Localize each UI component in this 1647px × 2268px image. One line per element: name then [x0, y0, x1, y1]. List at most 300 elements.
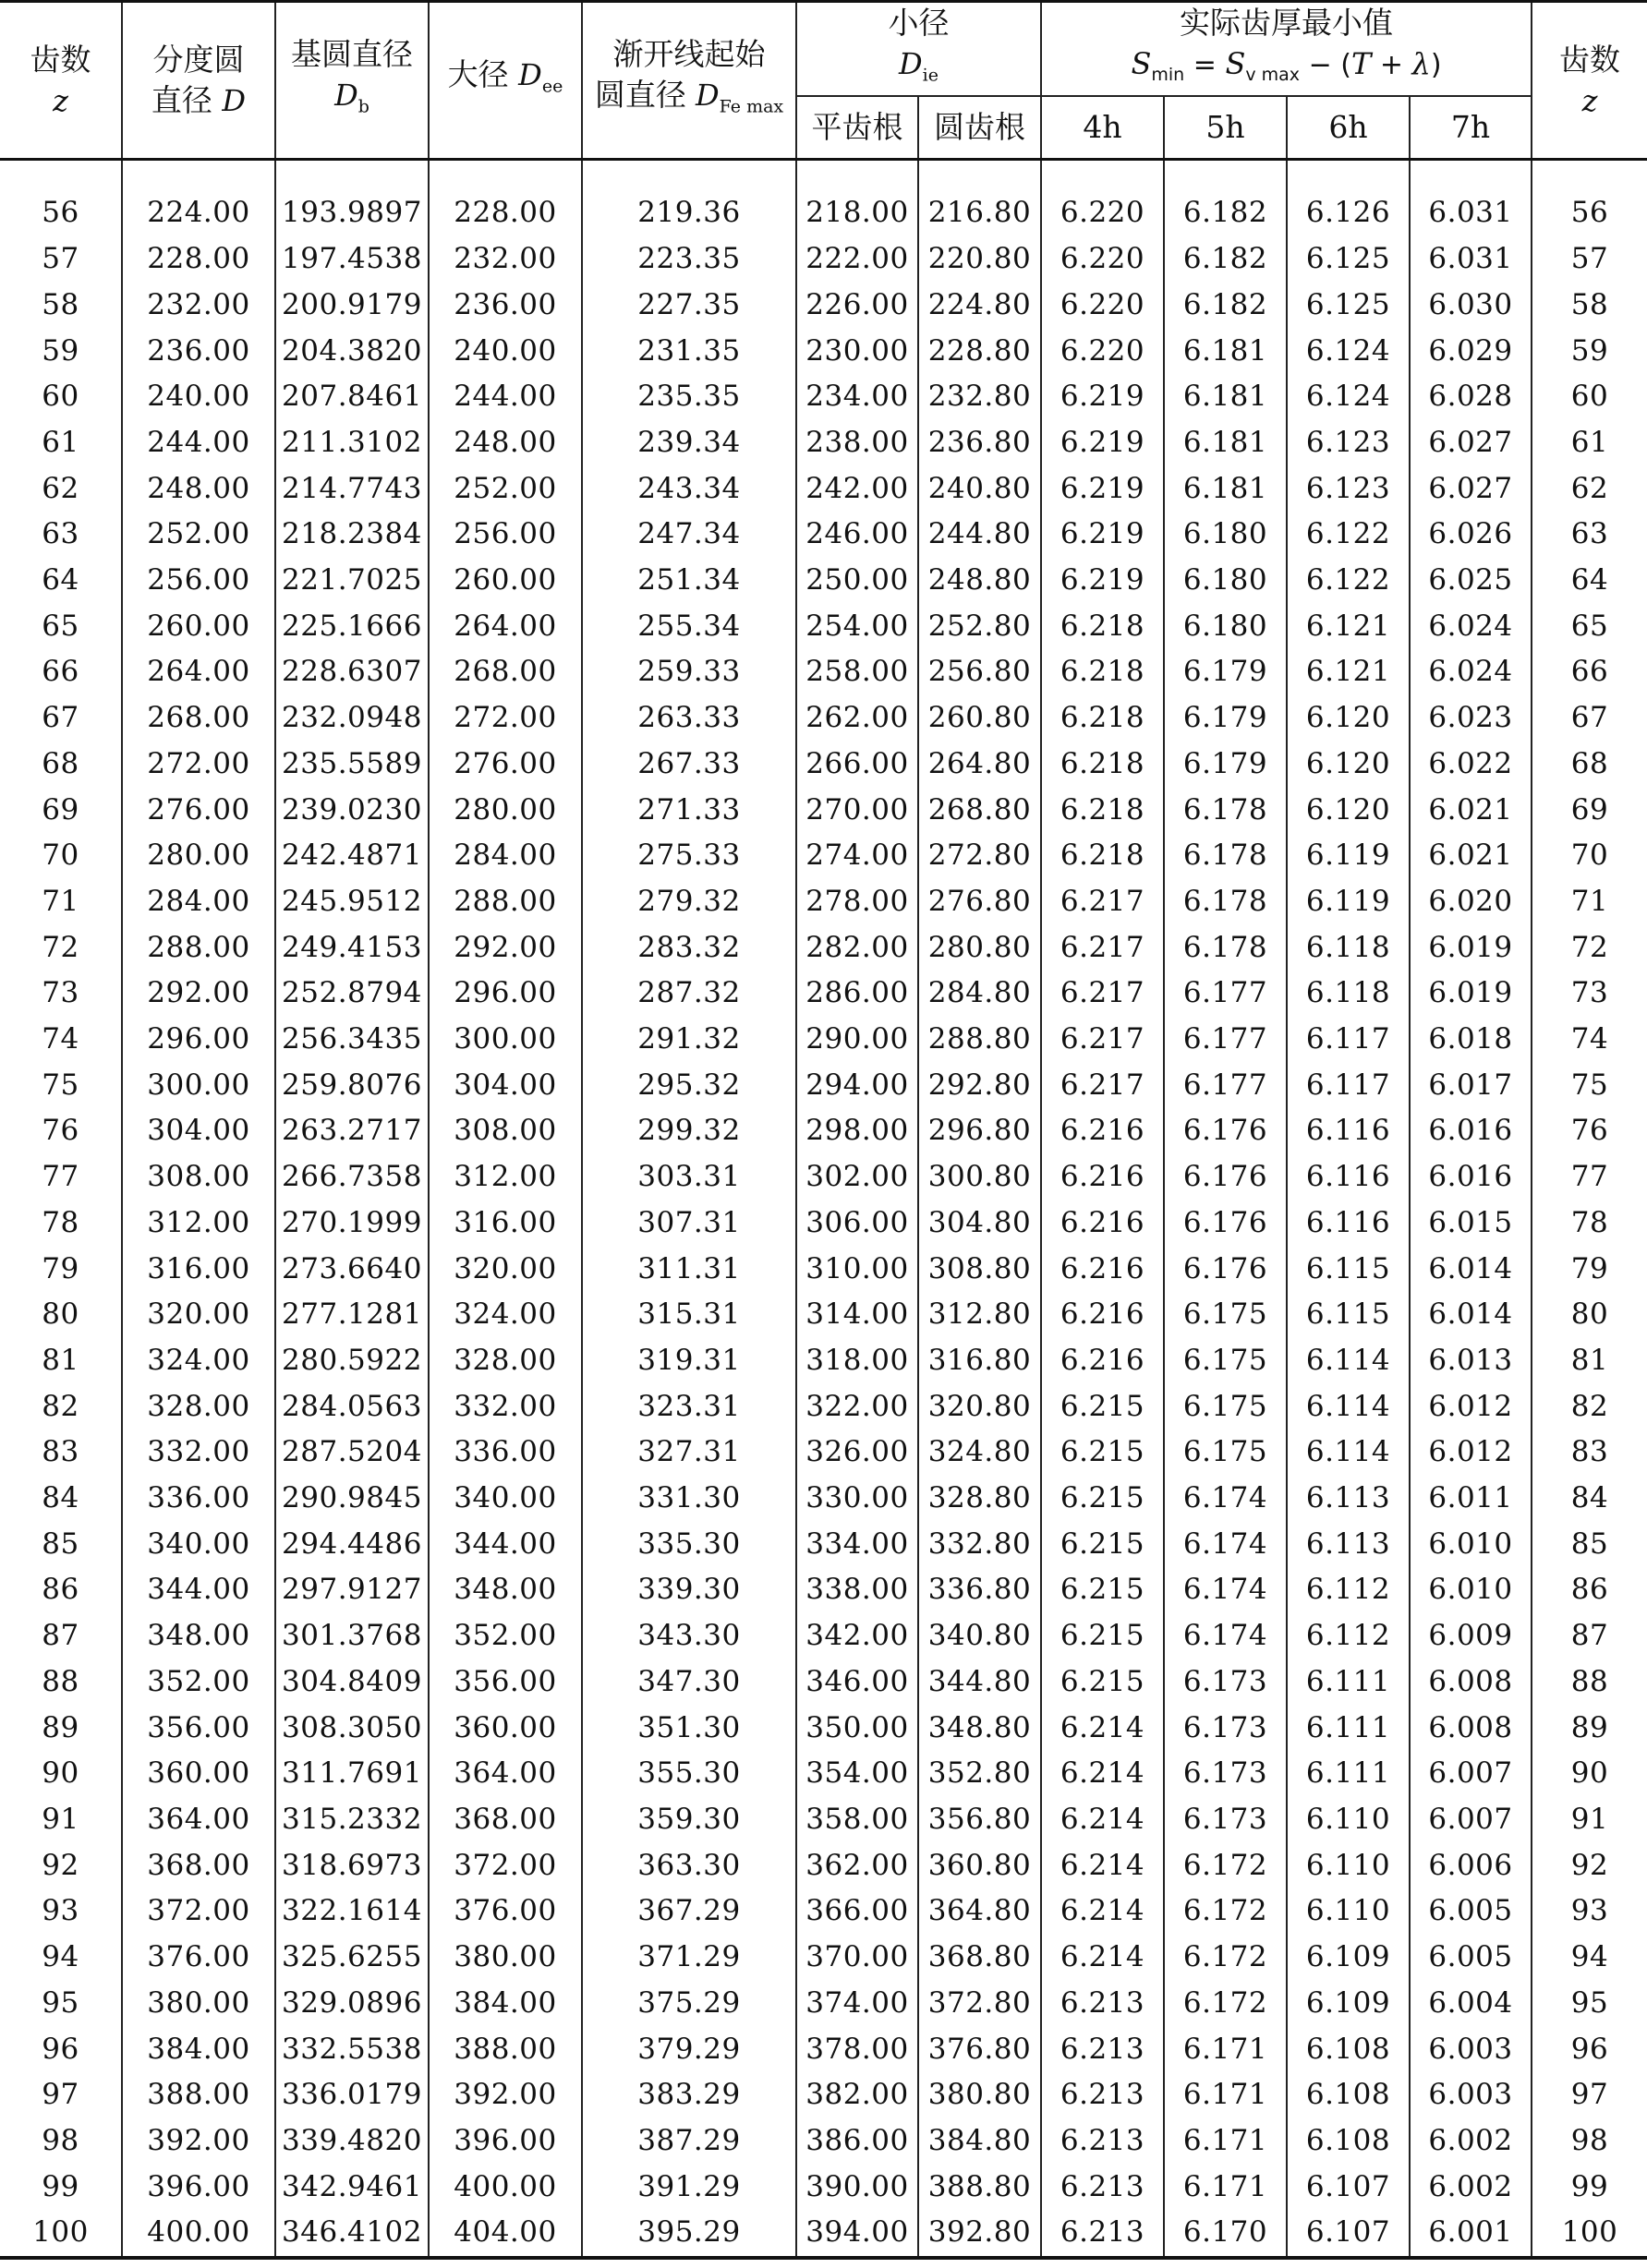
cell-pitch-diameter: 236.00 — [122, 329, 275, 375]
cell-thickness-6h: 6.111 — [1287, 1706, 1410, 1752]
cell-base-diameter: 249.4153 — [275, 925, 429, 971]
header-base-diameter-symbol-line — [276, 75, 428, 127]
cell-minor-diameter-fillet: 392.80 — [918, 2210, 1041, 2258]
cell-minor-diameter-flat: 334.00 — [796, 1522, 918, 1568]
cell-major-diameter: 248.00 — [429, 420, 582, 466]
cell-thickness-7h: 6.017 — [1410, 1063, 1532, 1109]
cell-form-circle-diameter: 259.33 — [582, 649, 796, 695]
cell-thickness-7h: 6.031 — [1410, 236, 1532, 283]
cell-minor-diameter-fillet: 312.80 — [918, 1292, 1041, 1338]
cell-thickness-7h: 6.011 — [1410, 1476, 1532, 1522]
cell-thickness-7h: 6.029 — [1410, 329, 1532, 375]
cell-minor-diameter-fillet: 296.80 — [918, 1108, 1041, 1154]
cell-form-circle-diameter: 315.31 — [582, 1292, 796, 1338]
cell-major-diameter: 320.00 — [429, 1247, 582, 1293]
cell-base-diameter: 228.6307 — [275, 649, 429, 695]
cell-thickness-4h: 6.218 — [1041, 695, 1164, 742]
header-base-diameter-symbol — [334, 78, 369, 117]
cell-tooth-count-right: 79 — [1532, 1247, 1647, 1293]
header-form-circle-label: 圆直径 — [594, 77, 686, 113]
cell-minor-diameter-flat: 218.00 — [796, 190, 918, 236]
table-header — [0, 2, 1647, 160]
cell-base-diameter: 193.9897 — [275, 190, 429, 236]
cell-minor-diameter-flat: 258.00 — [796, 649, 918, 695]
cell-thickness-4h: 6.219 — [1041, 374, 1164, 420]
cell-thickness-7h: 6.002 — [1410, 2165, 1532, 2211]
spacer-cell — [0, 160, 122, 191]
cell-pitch-diameter: 380.00 — [122, 1981, 275, 2027]
cell-thickness-6h: 6.114 — [1287, 1338, 1410, 1384]
formula-s-min: S — [1131, 46, 1152, 82]
cell-minor-diameter-flat: 226.00 — [796, 283, 918, 329]
cell-thickness-5h: 6.180 — [1164, 512, 1287, 558]
table-row — [0, 512, 1647, 558]
table-row — [0, 1430, 1647, 1476]
cell-major-diameter: 392.00 — [429, 2072, 582, 2118]
cell-minor-diameter-flat: 250.00 — [796, 558, 918, 604]
cell-tooth-count-right: 65 — [1532, 604, 1647, 650]
cell-thickness-4h: 6.220 — [1041, 329, 1164, 375]
cell-major-diameter: 388.00 — [429, 2027, 582, 2073]
cell-thickness-5h: 6.176 — [1164, 1154, 1287, 1200]
cell-form-circle-diameter: 283.32 — [582, 925, 796, 971]
cell-tooth-count-right: 77 — [1532, 1154, 1647, 1200]
cell-minor-diameter-fillet: 228.80 — [918, 329, 1041, 375]
cell-minor-diameter-flat: 326.00 — [796, 1430, 918, 1476]
cell-pitch-diameter: 328.00 — [122, 1384, 275, 1430]
cell-minor-diameter-fillet: 288.80 — [918, 1017, 1041, 1063]
cell-thickness-4h: 6.213 — [1041, 2027, 1164, 2073]
cell-thickness-7h: 6.010 — [1410, 1522, 1532, 1568]
cell-pitch-diameter: 320.00 — [122, 1292, 275, 1338]
cell-thickness-6h: 6.113 — [1287, 1476, 1410, 1522]
header-flat-root: 平齿根 — [796, 96, 918, 160]
cell-form-circle-diameter: 239.34 — [582, 420, 796, 466]
cell-thickness-6h: 6.110 — [1287, 1843, 1410, 1889]
header-form-circle-symbol-letter: D — [696, 78, 720, 113]
cell-base-diameter: 304.8409 — [275, 1659, 429, 1706]
cell-tooth-count-right: 75 — [1532, 1063, 1647, 1109]
cell-major-diameter: 352.00 — [429, 1613, 582, 1659]
table-row — [0, 1706, 1647, 1752]
cell-form-circle-diameter: 395.29 — [582, 2210, 796, 2258]
cell-major-diameter: 304.00 — [429, 1063, 582, 1109]
table-row — [0, 283, 1647, 329]
cell-tooth-count-right: 63 — [1532, 512, 1647, 558]
cell-thickness-6h: 6.108 — [1287, 2118, 1410, 2165]
table-row — [0, 1981, 1647, 2027]
cell-tooth-count: 71 — [42, 884, 79, 918]
cell-thickness-6h: 6.112 — [1287, 1613, 1410, 1659]
cell-minor-diameter-flat: 330.00 — [796, 1476, 918, 1522]
cell-thickness-7h: 6.007 — [1410, 1797, 1532, 1843]
cell-form-circle-diameter: 263.33 — [582, 695, 796, 742]
cell-thickness-5h: 6.175 — [1164, 1430, 1287, 1476]
cell-thickness-7h: 6.023 — [1410, 695, 1532, 742]
header-major-diameter-symbol-letter: D — [518, 57, 542, 92]
cell-form-circle-diameter: 339.30 — [582, 1567, 796, 1613]
cell-thickness-6h: 6.116 — [1287, 1108, 1410, 1154]
cell-pitch-diameter: 372.00 — [122, 1888, 275, 1935]
cell-thickness-7h: 6.012 — [1410, 1430, 1532, 1476]
cell-pitch-diameter: 300.00 — [122, 1063, 275, 1109]
cell-thickness-5h: 6.179 — [1164, 742, 1287, 788]
cell-base-diameter: 242.4871 — [275, 833, 429, 879]
header-minor-diameter-symbol-letter: D — [899, 46, 923, 81]
cell-thickness-7h: 6.018 — [1410, 1017, 1532, 1063]
cell-major-diameter: 400.00 — [429, 2165, 582, 2211]
table-row — [0, 1935, 1647, 1981]
cell-thickness-7h: 6.024 — [1410, 649, 1532, 695]
cell-minor-diameter-fillet: 352.80 — [918, 1751, 1041, 1797]
cell-thickness-5h: 6.174 — [1164, 1476, 1287, 1522]
cell-thickness-4h: 6.220 — [1041, 236, 1164, 283]
cell-tooth-count: 63 — [42, 517, 79, 551]
table-row — [0, 190, 1647, 236]
cell-thickness-5h: 6.171 — [1164, 2118, 1287, 2165]
cell-major-diameter: 380.00 — [429, 1935, 582, 1981]
cell-form-circle-diameter: 383.29 — [582, 2072, 796, 2118]
cell-minor-diameter-flat: 354.00 — [796, 1751, 918, 1797]
cell-base-diameter: 277.1281 — [275, 1292, 429, 1338]
cell-minor-diameter-flat: 278.00 — [796, 879, 918, 925]
cell-minor-diameter-flat: 242.00 — [796, 466, 918, 513]
cell-thickness-4h: 6.214 — [1041, 1888, 1164, 1935]
cell-minor-diameter-flat: 322.00 — [796, 1384, 918, 1430]
cell-base-diameter: 284.0563 — [275, 1384, 429, 1430]
cell-base-diameter: 207.8461 — [275, 374, 429, 420]
cell-pitch-diameter: 280.00 — [122, 833, 275, 879]
cell-minor-diameter-flat: 374.00 — [796, 1981, 918, 2027]
cell-tooth-count: 67 — [42, 701, 79, 735]
cell-tooth-count-right: 92 — [1532, 1843, 1647, 1889]
cell-tooth-count: 95 — [42, 1985, 79, 2020]
cell-form-circle-diameter: 319.31 — [582, 1338, 796, 1384]
cell-minor-diameter-flat: 314.00 — [796, 1292, 918, 1338]
cell-form-circle-diameter: 379.29 — [582, 2027, 796, 2073]
header-tooth-count-symbol: z — [53, 83, 68, 119]
cell-base-diameter: 297.9127 — [275, 1567, 429, 1613]
cell-base-diameter: 273.6640 — [275, 1247, 429, 1293]
cell-tooth-count-right: 62 — [1532, 466, 1647, 513]
cell-thickness-7h: 6.031 — [1410, 190, 1532, 236]
cell-minor-diameter-fillet: 304.80 — [918, 1200, 1041, 1247]
table-row — [0, 604, 1647, 650]
table-row — [0, 925, 1647, 971]
cell-tooth-count: 60 — [42, 380, 79, 414]
cell-tooth-count-right: 78 — [1532, 1200, 1647, 1247]
cell-thickness-6h: 6.112 — [1287, 1567, 1410, 1613]
cell-thickness-6h: 6.119 — [1287, 879, 1410, 925]
cell-thickness-6h: 6.125 — [1287, 236, 1410, 283]
cell-form-circle-diameter: 331.30 — [582, 1476, 796, 1522]
cell-major-diameter: 308.00 — [429, 1108, 582, 1154]
table-row — [0, 1247, 1647, 1293]
cell-form-circle-diameter: 243.34 — [582, 466, 796, 513]
table-row — [0, 1751, 1647, 1797]
cell-thickness-7h: 6.021 — [1410, 833, 1532, 879]
cell-tooth-count-right: 64 — [1532, 558, 1647, 604]
cell-base-diameter: 245.9512 — [275, 879, 429, 925]
cell-thickness-6h: 6.123 — [1287, 420, 1410, 466]
cell-thickness-7h: 6.028 — [1410, 374, 1532, 420]
cell-thickness-4h: 6.213 — [1041, 2210, 1164, 2258]
cell-form-circle-diameter: 311.31 — [582, 1247, 796, 1293]
cell-thickness-6h: 6.109 — [1287, 1935, 1410, 1981]
cell-tooth-count: 85 — [42, 1526, 79, 1561]
cell-tooth-count-right: 95 — [1532, 1981, 1647, 2027]
cell-minor-diameter-flat: 338.00 — [796, 1567, 918, 1613]
cell-base-diameter: 211.3102 — [275, 420, 429, 466]
cell-tooth-count-right: 84 — [1532, 1476, 1647, 1522]
cell-thickness-5h: 6.175 — [1164, 1338, 1287, 1384]
cell-pitch-diameter: 260.00 — [122, 604, 275, 650]
cell-pitch-diameter: 264.00 — [122, 649, 275, 695]
cell-tooth-count: 100 — [0, 2210, 122, 2258]
cell-minor-diameter-fillet: 252.80 — [918, 604, 1041, 650]
header-pitch-diameter-line2 — [123, 80, 274, 121]
cell-thickness-6h: 6.107 — [1287, 2210, 1410, 2258]
cell-form-circle-diameter: 387.29 — [582, 2118, 796, 2165]
cell-thickness-6h: 6.115 — [1287, 1247, 1410, 1293]
cell-tooth-count-right: 72 — [1532, 925, 1647, 971]
cell-thickness-5h: 6.173 — [1164, 1797, 1287, 1843]
cell-thickness-4h: 6.218 — [1041, 788, 1164, 834]
table-row — [0, 649, 1647, 695]
cell-minor-diameter-flat: 346.00 — [796, 1659, 918, 1706]
cell-form-circle-diameter: 343.30 — [582, 1613, 796, 1659]
cell-thickness-5h: 6.181 — [1164, 329, 1287, 375]
cell-tooth-count: 93 — [42, 1894, 79, 1928]
cell-thickness-4h: 6.219 — [1041, 558, 1164, 604]
cell-thickness-5h: 6.178 — [1164, 925, 1287, 971]
cell-minor-diameter-flat: 362.00 — [796, 1843, 918, 1889]
cell-major-diameter: 276.00 — [429, 742, 582, 788]
cell-tooth-count-right: 98 — [1532, 2118, 1647, 2165]
cell-minor-diameter-fillet: 380.80 — [918, 2072, 1041, 2118]
cell-tooth-count-right: 91 — [1532, 1797, 1647, 1843]
cell-base-diameter: 197.4538 — [275, 236, 429, 283]
cell-tooth-count-right: 61 — [1532, 420, 1647, 466]
cell-thickness-4h: 6.215 — [1041, 1659, 1164, 1706]
cell-tooth-count: 72 — [42, 930, 79, 964]
cell-pitch-diameter: 344.00 — [122, 1567, 275, 1613]
header-minor-diameter-symbol — [797, 43, 1040, 95]
cell-tooth-count: 92 — [42, 1848, 79, 1882]
cell-thickness-5h: 6.180 — [1164, 558, 1287, 604]
cell-minor-diameter-fillet: 340.80 — [918, 1613, 1041, 1659]
cell-minor-diameter-fillet: 260.80 — [918, 695, 1041, 742]
cell-major-diameter: 292.00 — [429, 925, 582, 971]
cell-base-diameter: 308.3050 — [275, 1706, 429, 1752]
cell-tooth-count: 78 — [42, 1205, 79, 1239]
cell-minor-diameter-fillet: 276.80 — [918, 879, 1041, 925]
table-row — [0, 1476, 1647, 1522]
cell-thickness-7h: 6.025 — [1410, 558, 1532, 604]
cell-thickness-6h: 6.110 — [1287, 1888, 1410, 1935]
cell-base-diameter: 221.7025 — [275, 558, 429, 604]
cell-pitch-diameter: 272.00 — [122, 742, 275, 788]
table-row — [0, 1154, 1647, 1200]
cell-pitch-diameter: 224.00 — [122, 190, 275, 236]
cell-pitch-diameter: 332.00 — [122, 1430, 275, 1476]
header-form-circle-subscript: Fe max — [719, 96, 784, 117]
cell-tooth-count: 74 — [42, 1022, 79, 1056]
cell-minor-diameter-flat: 390.00 — [796, 2165, 918, 2211]
cell-form-circle-diameter: 291.32 — [582, 1017, 796, 1063]
cell-thickness-5h: 6.173 — [1164, 1751, 1287, 1797]
cell-thickness-6h: 6.114 — [1287, 1384, 1410, 1430]
cell-thickness-6h: 6.107 — [1287, 2165, 1410, 2211]
table-row — [0, 1567, 1647, 1613]
table-row — [0, 742, 1647, 788]
cell-tooth-count: 98 — [42, 2123, 79, 2157]
cell-thickness-4h: 6.215 — [1041, 1476, 1164, 1522]
cell-major-diameter: 264.00 — [429, 604, 582, 650]
cell-major-diameter: 240.00 — [429, 329, 582, 375]
cell-tooth-count: 64 — [42, 563, 79, 597]
formula-equals: = — [1184, 49, 1226, 82]
cell-form-circle-diameter: 391.29 — [582, 2165, 796, 2211]
cell-base-diameter: 318.6973 — [275, 1843, 429, 1889]
cell-minor-diameter-fillet: 224.80 — [918, 283, 1041, 329]
cell-minor-diameter-flat: 238.00 — [796, 420, 918, 466]
cell-minor-diameter-fillet: 376.80 — [918, 2027, 1041, 2073]
table-row — [0, 1384, 1647, 1430]
cell-base-diameter: 332.5538 — [275, 2027, 429, 2073]
cell-tooth-count: 61 — [42, 425, 79, 459]
cell-thickness-5h: 6.171 — [1164, 2027, 1287, 2073]
cell-tooth-count-right: 71 — [1532, 879, 1647, 925]
cell-form-circle-diameter: 295.32 — [582, 1063, 796, 1109]
header-min-tooth-thickness-formula — [1042, 43, 1531, 95]
cell-pitch-diameter: 336.00 — [122, 1476, 275, 1522]
cell-base-diameter: 315.2332 — [275, 1797, 429, 1843]
cell-thickness-5h: 6.176 — [1164, 1108, 1287, 1154]
cell-thickness-6h: 6.116 — [1287, 1200, 1410, 1247]
cell-base-diameter: 336.0179 — [275, 2072, 429, 2118]
formula-plus: + — [1371, 49, 1412, 82]
cell-major-diameter: 316.00 — [429, 1200, 582, 1247]
cell-form-circle-diameter: 255.34 — [582, 604, 796, 650]
cell-major-diameter: 376.00 — [429, 1888, 582, 1935]
cell-major-diameter: 272.00 — [429, 695, 582, 742]
cell-thickness-6h: 6.118 — [1287, 925, 1410, 971]
cell-pitch-diameter: 228.00 — [122, 236, 275, 283]
cell-base-diameter: 252.8794 — [275, 971, 429, 1017]
cell-thickness-7h: 6.019 — [1410, 925, 1532, 971]
cell-tooth-count-right: 93 — [1532, 1888, 1647, 1935]
cell-form-circle-diameter: 267.33 — [582, 742, 796, 788]
cell-major-diameter: 340.00 — [429, 1476, 582, 1522]
cell-minor-diameter-flat: 302.00 — [796, 1154, 918, 1200]
cell-minor-diameter-fillet: 336.80 — [918, 1567, 1041, 1613]
cell-tooth-count-right: 81 — [1532, 1338, 1647, 1384]
cell-minor-diameter-flat: 378.00 — [796, 2027, 918, 2073]
cell-thickness-7h: 6.003 — [1410, 2027, 1532, 2073]
cell-form-circle-diameter: 247.34 — [582, 512, 796, 558]
cell-base-diameter: 263.2717 — [275, 1108, 429, 1154]
table-row — [0, 971, 1647, 1017]
header-form-circle-line2 — [583, 75, 795, 127]
cell-pitch-diameter: 240.00 — [122, 374, 275, 420]
cell-base-diameter: 225.1666 — [275, 604, 429, 650]
cell-tooth-count: 65 — [42, 609, 79, 643]
cell-tooth-count: 86 — [42, 1573, 79, 1607]
cell-form-circle-diameter: 351.30 — [582, 1706, 796, 1752]
table-row — [0, 879, 1647, 925]
cell-form-circle-diameter: 271.33 — [582, 788, 796, 834]
cell-major-diameter: 332.00 — [429, 1384, 582, 1430]
cell-minor-diameter-fillet: 360.80 — [918, 1843, 1041, 1889]
cell-thickness-5h: 6.176 — [1164, 1200, 1287, 1247]
cell-base-diameter: 339.4820 — [275, 2118, 429, 2165]
spacer-cell — [918, 160, 1041, 191]
cell-form-circle-diameter: 375.29 — [582, 1981, 796, 2027]
cell-minor-diameter-flat: 294.00 — [796, 1063, 918, 1109]
table-row — [0, 1200, 1647, 1247]
table-row — [0, 1338, 1647, 1384]
cell-thickness-7h: 6.014 — [1410, 1247, 1532, 1293]
cell-thickness-7h: 6.005 — [1410, 1935, 1532, 1981]
formula-sub-min: min — [1151, 65, 1185, 86]
cell-tooth-count-right: 69 — [1532, 788, 1647, 834]
cell-major-diameter: 300.00 — [429, 1017, 582, 1063]
cell-pitch-diameter: 268.00 — [122, 695, 275, 742]
cell-thickness-4h: 6.219 — [1041, 420, 1164, 466]
header-major-diameter-title: 大径 — [447, 56, 509, 92]
cell-thickness-4h: 6.217 — [1041, 971, 1164, 1017]
cell-thickness-7h: 6.019 — [1410, 971, 1532, 1017]
header-base-diameter-subscript: b — [357, 96, 369, 117]
header-fillet-root: 圆齿根 — [918, 96, 1041, 160]
cell-thickness-5h: 6.177 — [1164, 1017, 1287, 1063]
cell-thickness-7h: 6.026 — [1410, 512, 1532, 558]
cell-major-diameter: 256.00 — [429, 512, 582, 558]
cell-form-circle-diameter: 367.29 — [582, 1888, 796, 1935]
cell-tooth-count: 89 — [42, 1710, 79, 1744]
table-row — [0, 2072, 1647, 2118]
cell-tooth-count: 97 — [42, 2078, 79, 2112]
cell-tooth-count-right: 76 — [1532, 1108, 1647, 1154]
table-row — [0, 1063, 1647, 1109]
cell-minor-diameter-flat: 358.00 — [796, 1797, 918, 1843]
cell-thickness-4h: 6.214 — [1041, 1797, 1164, 1843]
cell-pitch-diameter: 364.00 — [122, 1797, 275, 1843]
cell-pitch-diameter: 400.00 — [122, 2210, 275, 2258]
cell-thickness-6h: 6.120 — [1287, 742, 1410, 788]
header-tooth-count-right-title: 齿数 — [1559, 42, 1621, 78]
cell-thickness-6h: 6.113 — [1287, 1522, 1410, 1568]
table-row — [0, 236, 1647, 283]
cell-minor-diameter-fillet: 328.80 — [918, 1476, 1041, 1522]
cell-thickness-4h: 6.214 — [1041, 1706, 1164, 1752]
cell-tooth-count: 62 — [42, 471, 79, 505]
cell-pitch-diameter: 376.00 — [122, 1935, 275, 1981]
cell-base-diameter: 232.0948 — [275, 695, 429, 742]
cell-thickness-6h: 6.114 — [1287, 1430, 1410, 1476]
cell-thickness-5h: 6.177 — [1164, 971, 1287, 1017]
cell-major-diameter: 288.00 — [429, 879, 582, 925]
cell-major-diameter: 384.00 — [429, 1981, 582, 2027]
cell-major-diameter: 344.00 — [429, 1522, 582, 1568]
cell-minor-diameter-flat: 350.00 — [796, 1706, 918, 1752]
cell-minor-diameter-fillet: 244.80 — [918, 512, 1041, 558]
cell-form-circle-diameter: 235.35 — [582, 374, 796, 420]
spacer-cell — [1164, 160, 1287, 191]
cell-thickness-4h: 6.220 — [1041, 190, 1164, 236]
cell-base-diameter: 218.2384 — [275, 512, 429, 558]
